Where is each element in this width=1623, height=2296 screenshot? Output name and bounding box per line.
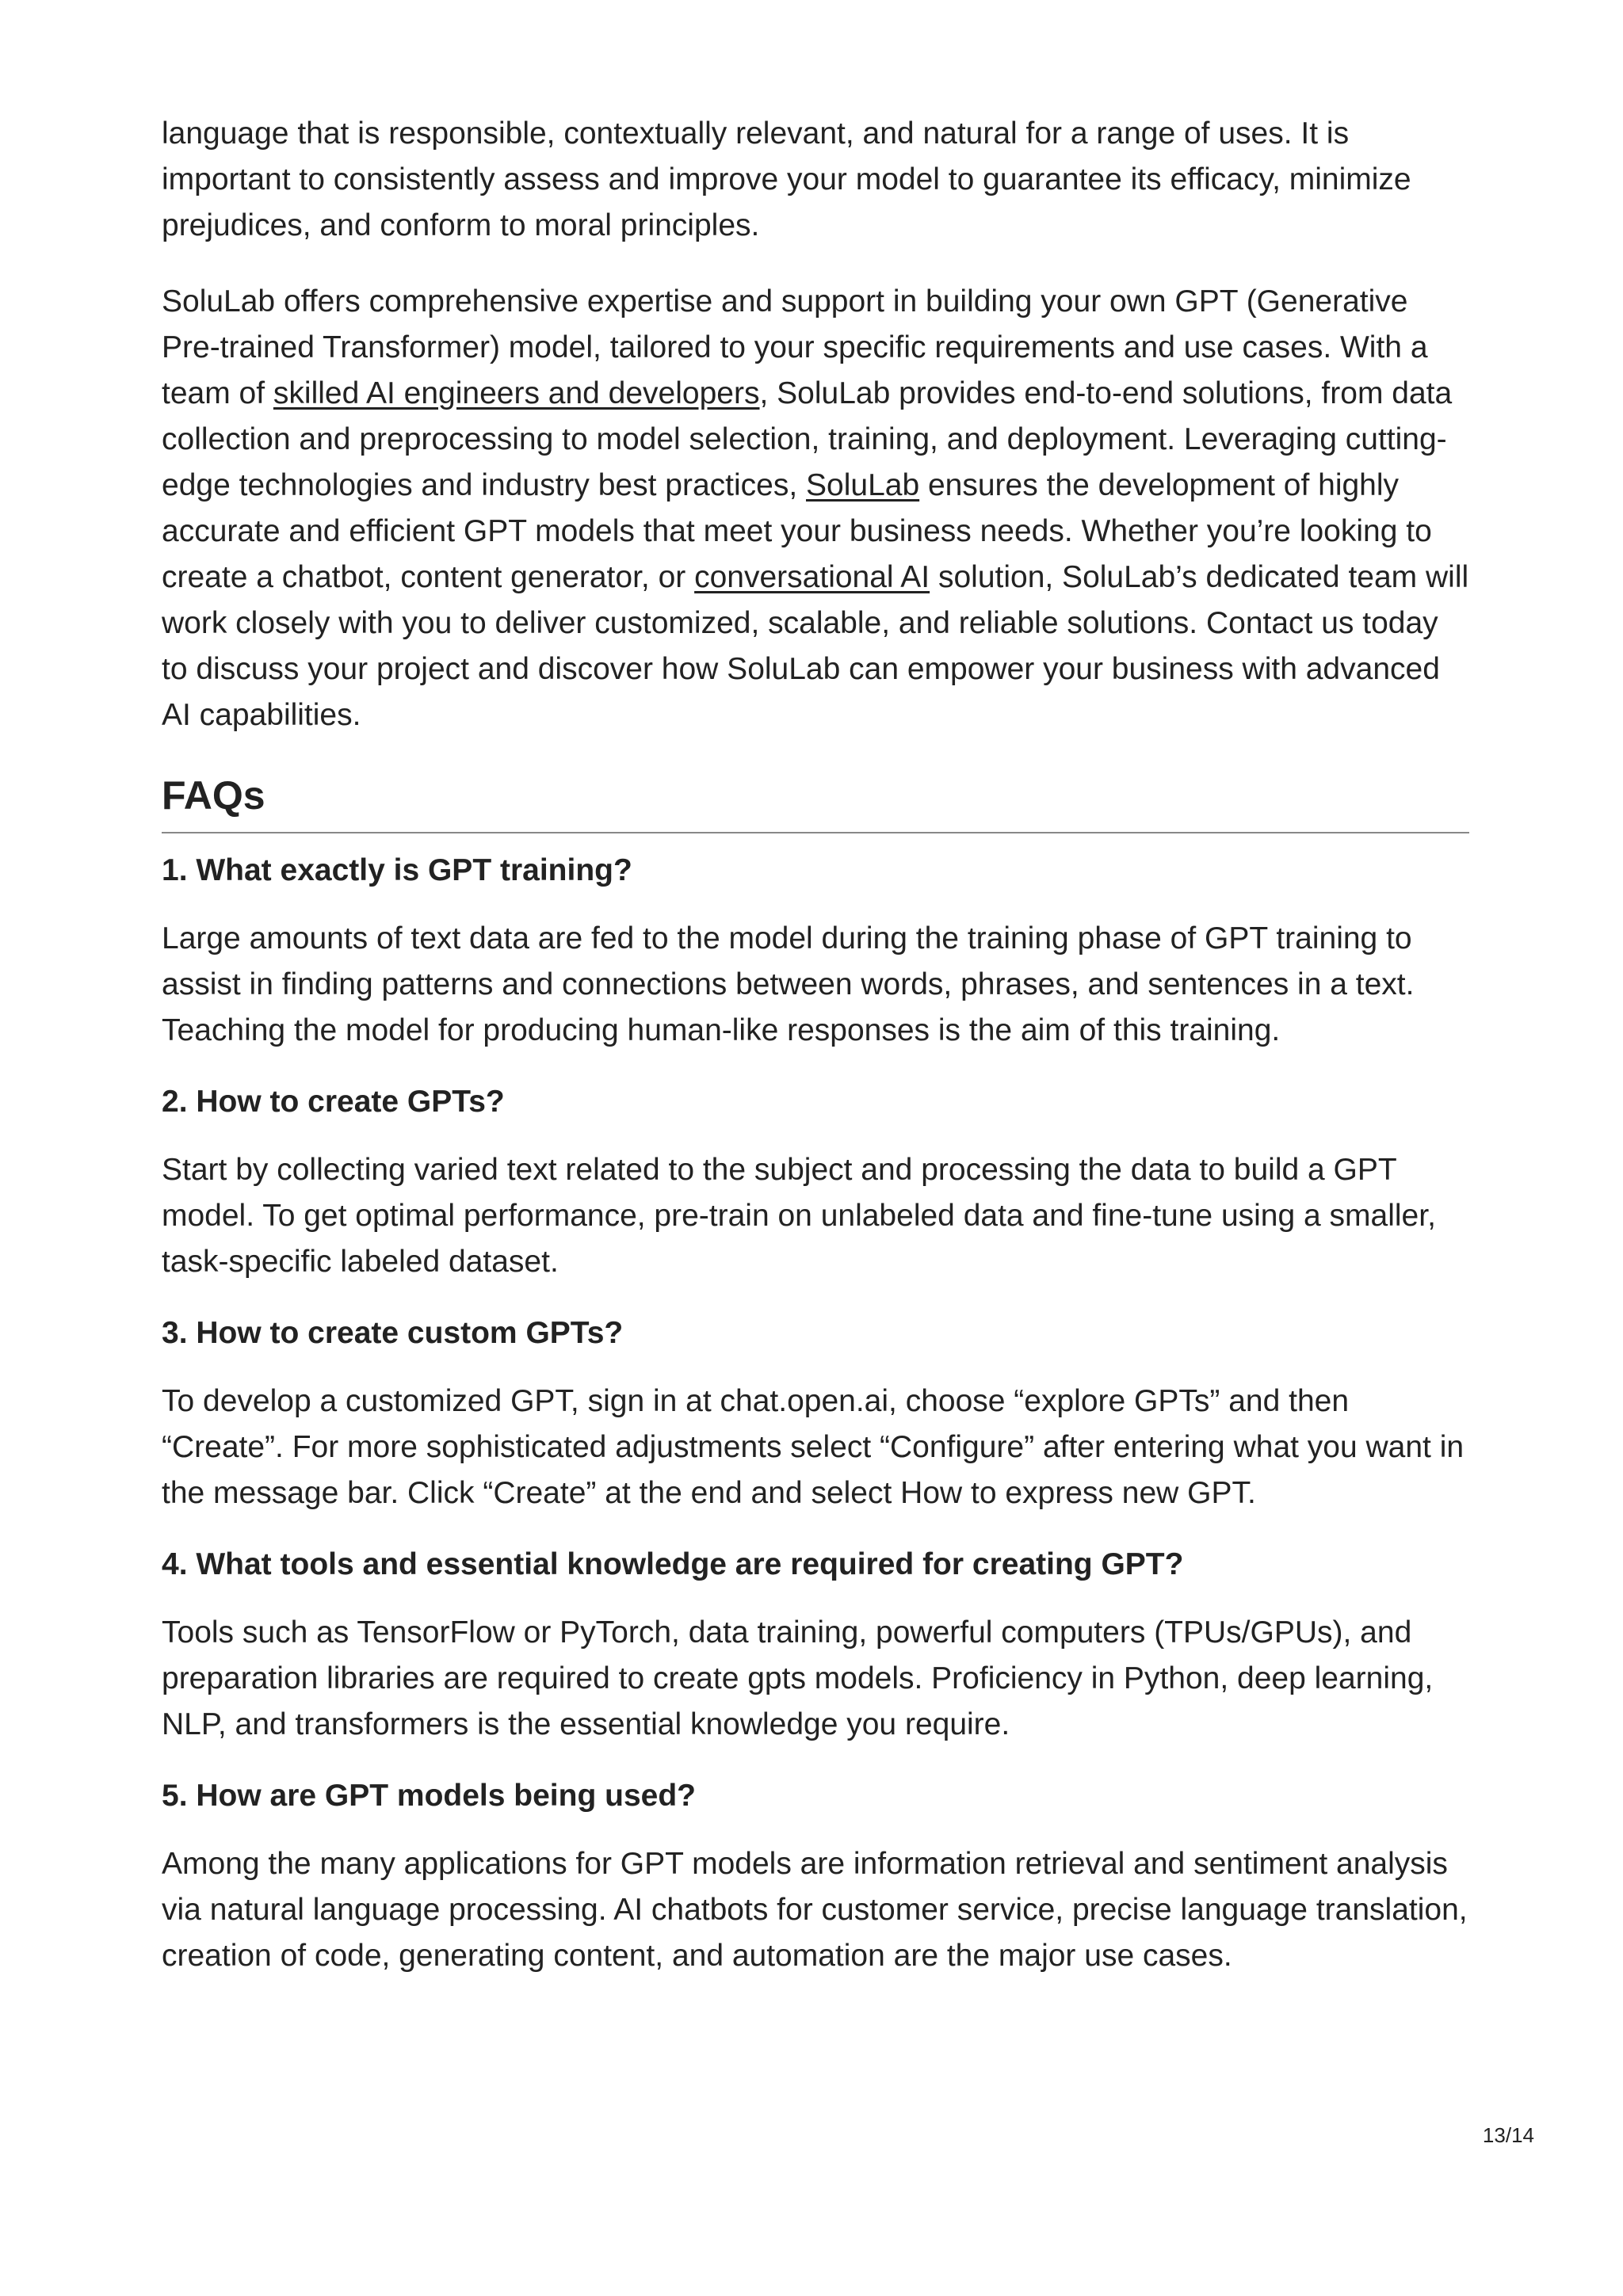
- solulab-link[interactable]: SoluLab: [806, 468, 920, 502]
- faq-question: 4. What tools and essential knowledge are required for creating GPT?: [162, 1547, 1184, 1581]
- faq-item-2: [162, 1079, 1469, 1285]
- skilled-engineers-link[interactable]: skilled AI engineers and developers: [273, 376, 760, 410]
- faq-item-3: [162, 1310, 1469, 1516]
- faqs-heading: FAQs: [162, 770, 1469, 833]
- faq-question: 5. How are GPT models being used?: [162, 1779, 696, 1813]
- conversational-ai-link[interactable]: conversational AI: [694, 560, 930, 594]
- solulab-text-3: ensures the development of highly accurate and efficient GPT models that meet your business needs. Whether you’re looking to create a chatbot, content generator, or: [162, 468, 1432, 594]
- faq-item-1: [162, 848, 1469, 1054]
- faq-item-5: [162, 1773, 1469, 1979]
- faq-question: 2. How to create GPTs?: [162, 1085, 505, 1119]
- page-number: 13/14: [1482, 2123, 1534, 2147]
- faq-answer: Large amounts of text data are fed to the model during the training phase of GPT training to assist in finding patterns and connections between words, phrases, and sentences in a text. Teaching the model for producing human-like responses is the aim of this training.: [162, 921, 1415, 1047]
- faq-item-4: [162, 1542, 1469, 1748]
- faq-answer: To develop a customized GPT, sign in at chat.open.ai, choose “explore GPTs” and then “Create”. For more sophisticated adjustments select “Configure” after entering what you want in the message bar. Click “Create” at the end and select How to express new GPT.: [162, 1384, 1465, 1510]
- faq-answer: Start by collecting varied text related to the subject and processing the data to build a GPT model. To get optimal performance, pre-train on unlabeled data and fine-tune using a smaller, task-specific labeled dataset.: [162, 1153, 1436, 1279]
- solulab-text-2: , SoluLab provides end-to-end solutions, from data collection and preprocessing to model selection, training, and deployment. Leveraging cutting-edge technologies and industry best practices,: [162, 376, 1453, 502]
- faq-answer: Among the many applications for GPT models are information retrieval and sentiment analysis via natural language processing. AI chatbots for customer service, precise language translation, creation of code, generating content, and automation are the major use cases.: [162, 1847, 1468, 1973]
- solulab-text-4: solution, SoluLab’s dedicated team will work closely with you to deliver customized, scalable, and reliable solutions. Contact us today to discuss your project and discover how SoluLab can empower your business with advanced AI capabilities.: [162, 560, 1469, 732]
- faq-question: 1. What exactly is GPT training?: [162, 853, 632, 887]
- intro-paragraph: language that is responsible, contextually relevant, and natural for a range of uses. It is important to consistently assess and improve your model to guarantee its efficacy, minimize prejudices, and conform to moral principles.: [162, 116, 1411, 242]
- solulab-text-1: SoluLab offers comprehensive expertise and support in building your own GPT (Generative Pre-trained Transformer) model, tailored to your specific requirements and use cases. With a team of: [162, 284, 1428, 410]
- solulab-paragraph: [162, 279, 1469, 738]
- faq-answer: Tools such as TensorFlow or PyTorch, data training, powerful computers (TPUs/GPUs), and preparation libraries are required to create gpts models. Proficiency in Python, deep learning, NLP, and transformers is the essential knowledge you require.: [162, 1615, 1434, 1741]
- article-content: [162, 111, 1469, 2004]
- faq-question: 3. How to create custom GPTs?: [162, 1316, 624, 1350]
